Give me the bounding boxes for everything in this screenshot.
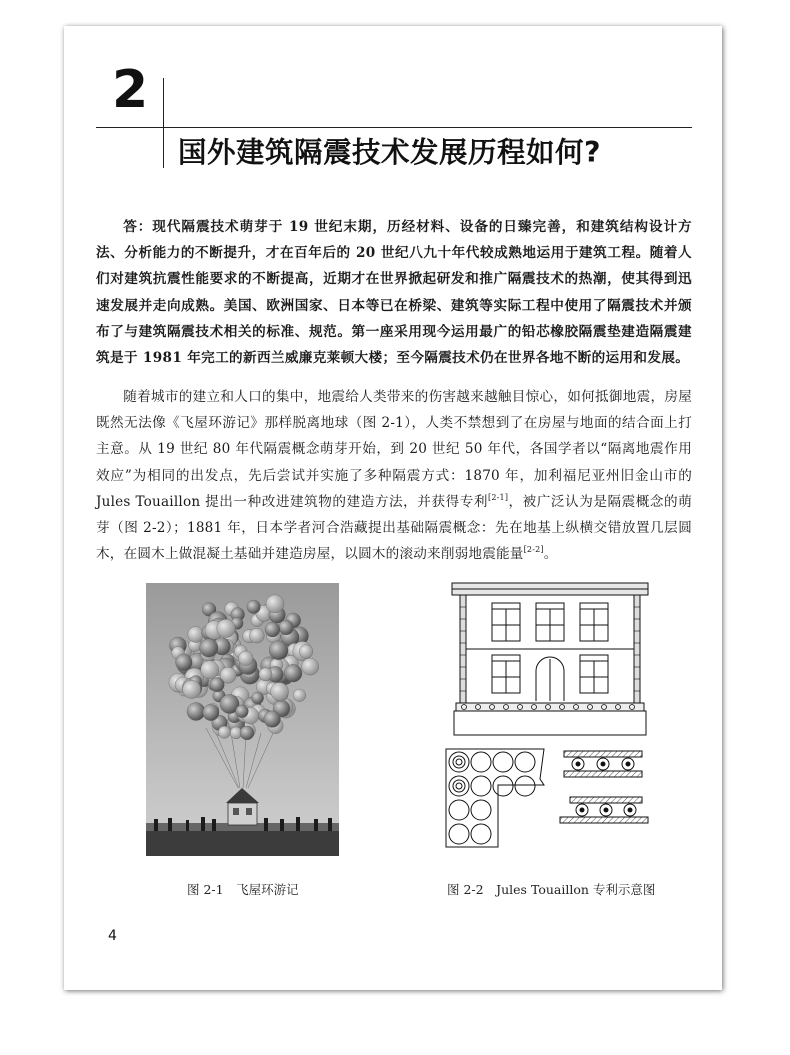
page-title: 国外建筑隔震技术发展历程如何?: [178, 136, 602, 169]
figure-2-2-caption: 图 2-2 Jules Touaillon 专利示意图: [447, 882, 656, 897]
touaillon-patent-diagram: [444, 579, 658, 855]
header-rule-vertical: [163, 78, 164, 168]
body-text-part3: 。: [543, 546, 558, 563]
reference-2-1: [2-1]: [488, 492, 509, 502]
body-paragraph: [96, 384, 692, 567]
balloon-house-photo: [146, 583, 339, 856]
chapter-number: 2: [112, 60, 149, 120]
body-text-part1: 随着城市的建立和人口的集中，地震给人类带来的伤害越来越触目惊心，如何抵御地震，房屋既然无法像《飞屋环游记》那样脱离地球（图 2-1），人类不禁想到了在房屋与地面的结合面上打主意。从 19 世纪 80 年代隔震概念萌芽开始，到 20 世纪 50 年代，各国学者以“隔离地震作用效应”为相同的出发点，先后尝试并实施了多种隔震方式：1870 年，加利福尼亚州旧金山市的 Jules Touaillon 提出一种改进建筑物的建造方法，并获得专利: [96, 389, 692, 510]
reference-2-2: [2-2]: [523, 545, 544, 555]
answer-paragraph: 答：现代隔震技术萌芽于 19 世纪末期，历经材料、设备的日臻完善，和建筑结构设计方法、分析能力的不断提升，才在百年后的 20 世纪八九十年代较成熟地运用于建筑工程。随着人们对建筑抗震性能要求的不断提高，近期才在世界掀起研发和推广隔震技术的热潮，使其得到迅速发展并走向成熟。美国、欧洲国家、日本等已在桥梁、建筑等实际工程中使用了隔震技术并颁布了与建筑隔震技术相关的标准、规范。第一座采用现今运用最广的铅芯橡胶隔震垫建造隔震建筑是于 1981 年完工的新西兰威廉克莱顿大楼；至今隔震技术仍在世界各地不断的运用和发展。: [96, 219, 692, 367]
body-text-part2: ，被广泛认为是隔震概念的萌芽（图 2-2）；1881 年，日本学者河合浩藏提出基础隔震概念：先在地基上纵横交错放置几层圆木，在圆木上做混凝土基础并建造房屋，以圆木的滚动来削弱地震能量: [96, 493, 692, 563]
figure-2-1-caption: 图 2-1 飞屋环游记: [187, 882, 299, 897]
page-number: 4: [108, 928, 117, 944]
header-rule-horizontal: [96, 127, 692, 128]
